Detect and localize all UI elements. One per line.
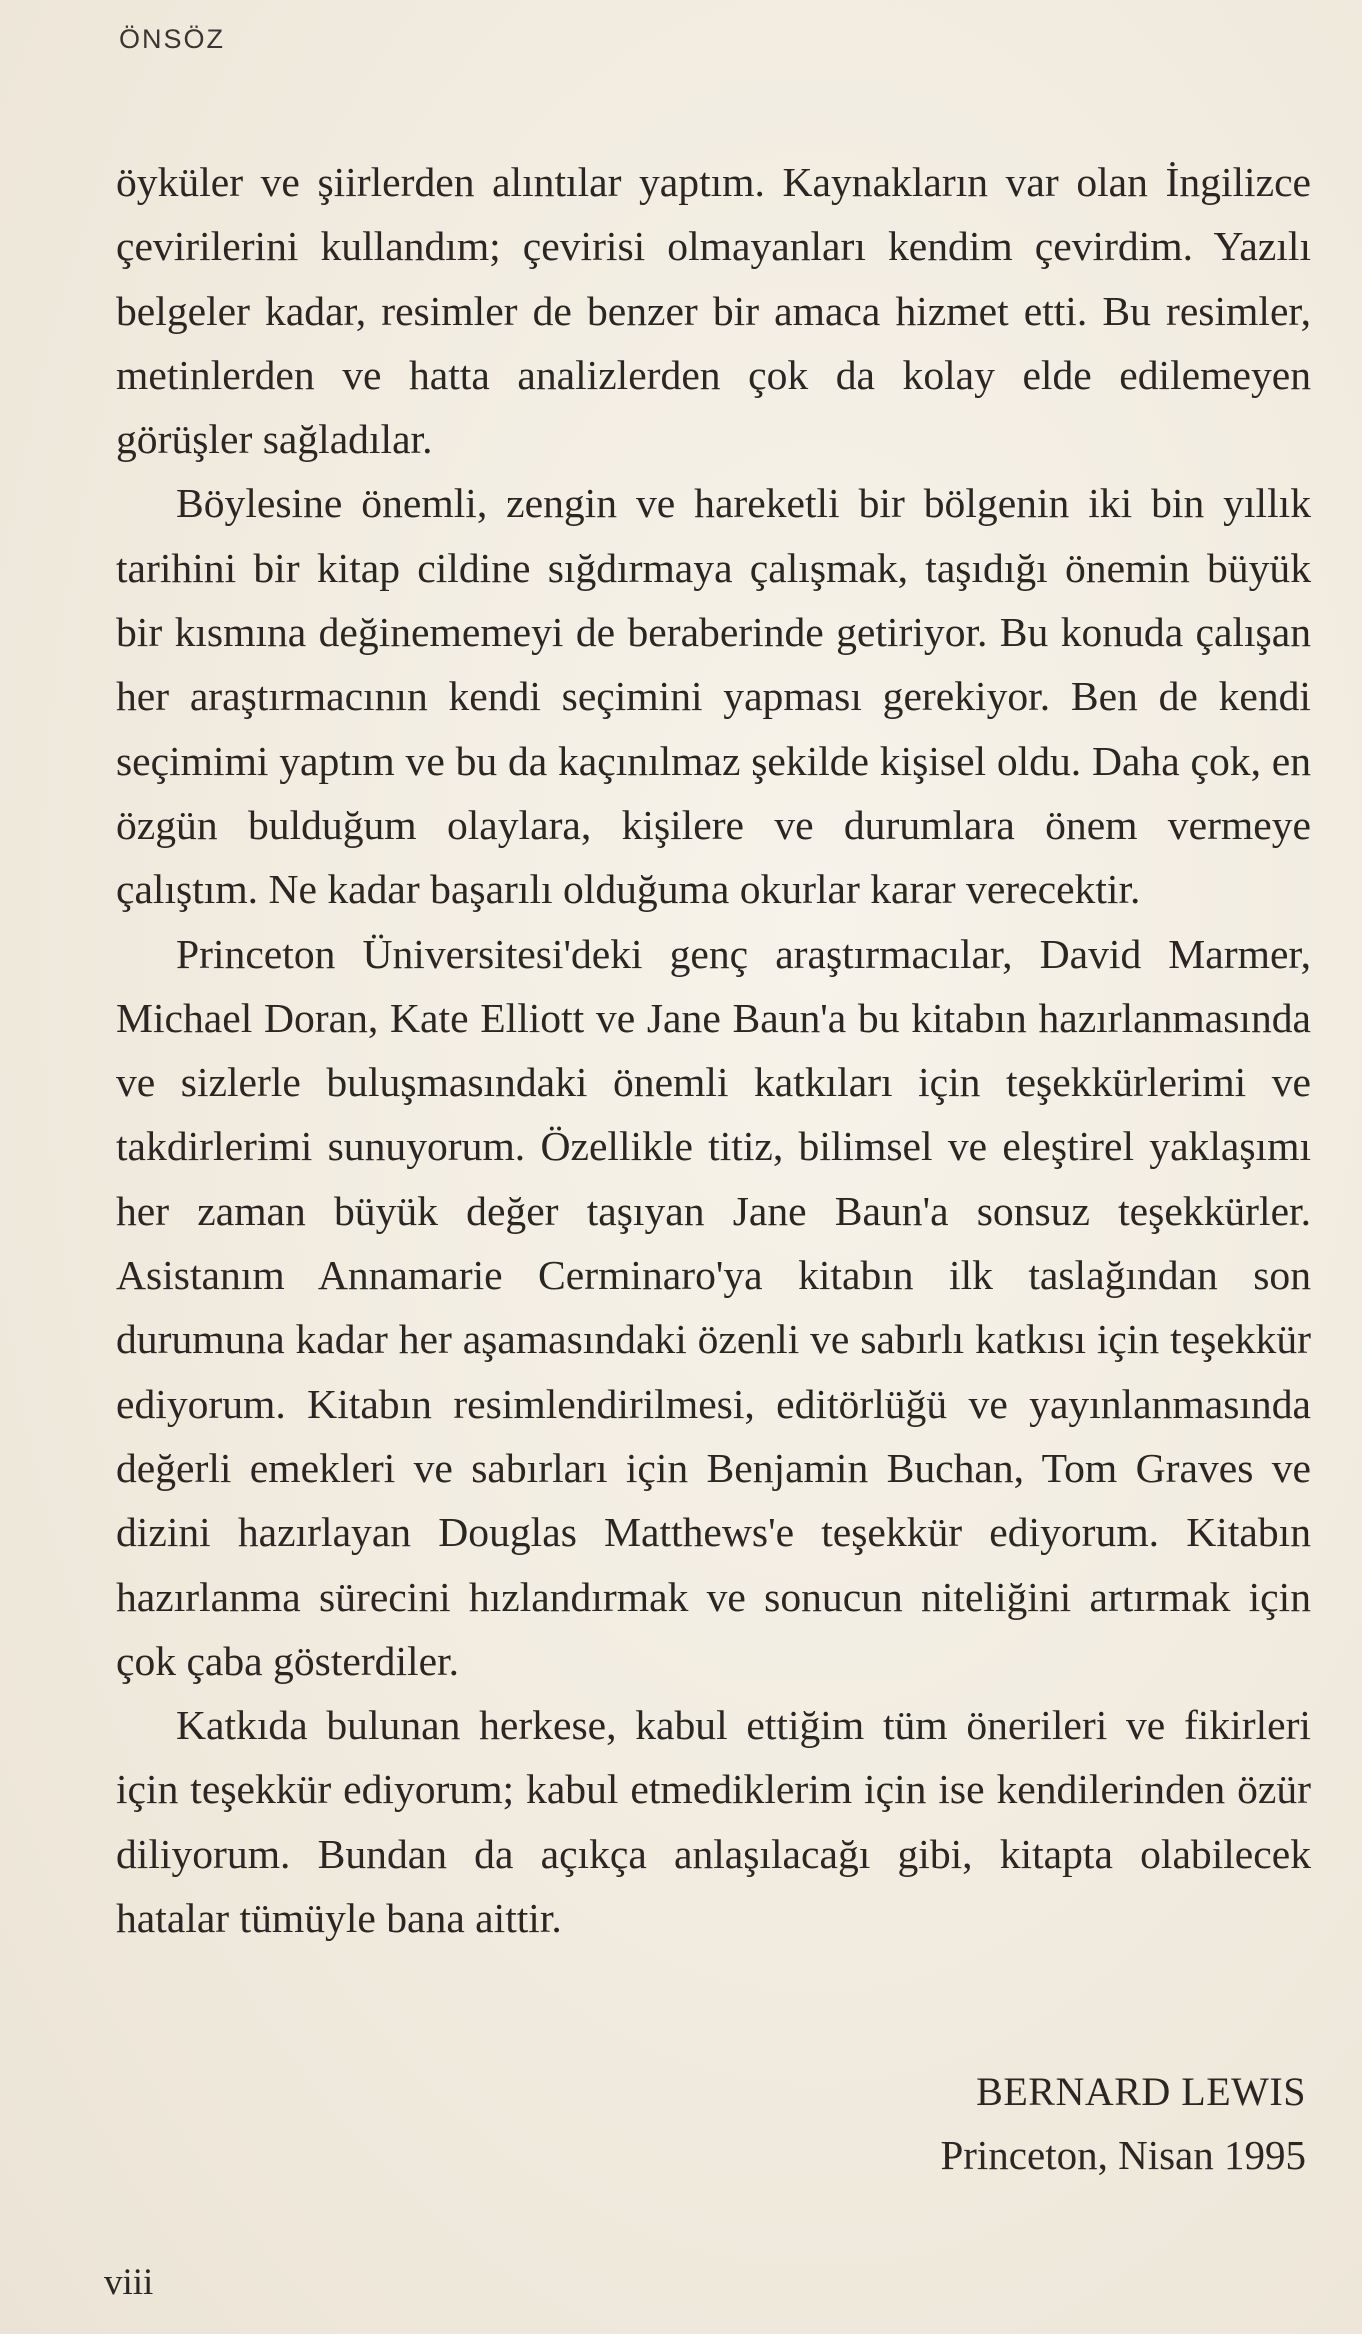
signature-place-date: Princeton, Nisan 1995 [940, 2132, 1306, 2178]
body-text [116, 150, 1311, 1950]
paragraph-4: Katkıda bulunan herkese, kabul ettiğim tüm önerileri ve fikirleri için teşekkür ediyorum; kabul etmediklerim için ise kendilerinden özür diliyorum. Bundan da açıkça anlaşılacağı gibi, kitapta olabilecek hatalar tümüyle bana aittir. [116, 1702, 1311, 1942]
paragraph-2: Böylesine önemli, zengin ve hareketli bir bölgenin iki bin yıllık tarihini bir kitap cildine sığdırmaya çalışmak, taşıdığı önemin büyük bir kısmına değinememeyi de beraberinde getiriyor. Bu konuda çalışan her araştırmacının kendi seçimini yapması gerekiyor. Ben de kendi seçimimi yaptım ve bu da kaçınılmaz şekilde kişisel oldu. Daha çok, en özgün bulduğum olaylara, kişilere ve durumlara önem vermeye çalıştım. Ne kadar başarılı olduğuma okurlar karar verecektir. [116, 480, 1311, 913]
paragraph-1: öyküler ve şiirlerden alıntılar yaptım. Kaynakların var olan İngilizce çevirilerini kullandım; çevirisi olmayanları kendim çevirdim. Yazılı belgeler kadar, resimler de benzer bir amaca hizmet etti. Bu resimler, metinlerden ve hatta analizlerden çok da kolay elde edilemeyen görüşler sağladılar. [116, 159, 1311, 463]
running-head: ÖNSÖZ [119, 24, 226, 54]
paragraph-3: Princeton Üniversitesi'deki genç araştırmacılar, David Marmer, Michael Doran, Kate Elliott ve Jane Baun'a bu kitabın hazırlanmasında ve sizlerle buluşmasındaki önemli katkıları için teşekkürlerimi ve takdirlerimi sunuyorum. Özellikle titiz, bilimsel ve eleştirel yaklaşımı her zaman büyük değer taşıyan Jane Baun'a sonsuz teşekkürler. Asistanım Annamarie Cerminaro'ya kitabın ilk taslağından son durumuna kadar her aşamasındaki özenli ve sabırlı katkısı için teşekkür ediyorum. Kitabın resimlendirilmesi, editörlüğü ve yayınlanmasında değerli emekleri ve sabırları için Benjamin Buchan, Tom Graves ve dizini hazırlayan Douglas Matthews'e teşekkür ediyorum. Kitabın hazırlanma sürecini hızlandırmak ve sonucun niteliğini artırmak için çok çaba gösterdiler. [116, 930, 1311, 1684]
signature-name: BERNARD LEWIS [976, 2069, 1306, 2114]
page-number: viii [104, 2262, 154, 2303]
